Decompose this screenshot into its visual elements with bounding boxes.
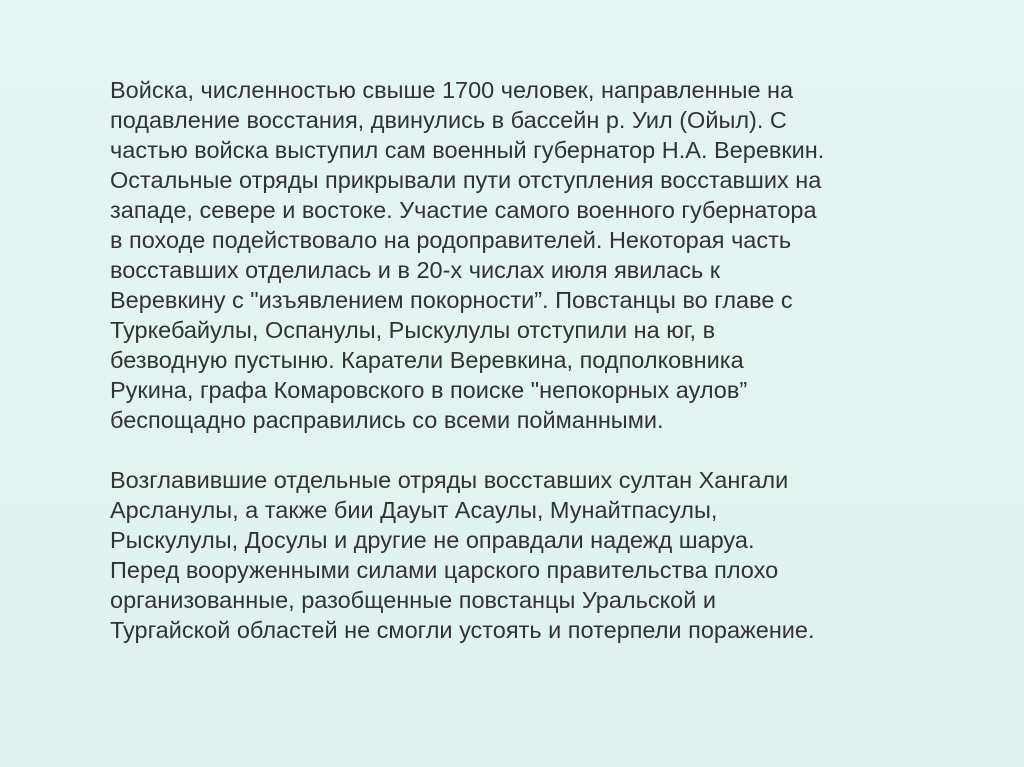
text-line: подавление восстания, двинулись в бассейн р. Уил (Ойыл). С [110,107,787,133]
text-line: Остальные отряды прикрывали пути отступления восставших на [110,167,822,193]
text-line: восставших отделилась и в 20-х числах июля явилась к [110,257,721,283]
text-line: частью войска выступил сам военный губернатор Н.А. Веревкин. [110,137,825,163]
text-line: Войска, численностью свыше 1700 человек, направленные на [110,77,794,103]
text-line: Арсланулы, а также бии Дауыт Асаулы, Мунайтпасулы, [110,497,718,523]
text-line: Тургайской областей не смогли устоять и потерпели поражение. [110,617,815,643]
text-line: западе, севере и востоке. Участие самого военного губернатора [110,197,817,223]
text-line: Рукина, графа Комаровского в поиске "непокорных аулов” [110,377,748,403]
paragraph-1 [110,75,910,435]
text-line: беспощадно расправились со всеми пойманными. [110,407,664,433]
text-line: Перед вооруженными силами царского правительства плохо [110,557,779,583]
slide-body-text [110,75,910,645]
text-line: Возглавившие отдельные отряды восставших султан Хангали [110,467,789,493]
text-line: безводную пустыню. Каратели Веревкина, подполковника [110,347,744,373]
text-line: Рыскулулы, Досулы и другие не оправдали надежд шаруа. [110,527,755,553]
text-line: Туркебайулы, Оспанулы, Рыскулулы отступили на юг, в [110,317,716,343]
text-line: в походе подействовало на родоправителей. Некоторая часть [110,227,792,253]
paragraph-2 [110,465,910,645]
text-line: организованные, разобщенные повстанцы Уральской и [110,587,717,613]
text-line: Веревкину с "изъявлением покорности”. Повстанцы во главе с [110,287,793,313]
